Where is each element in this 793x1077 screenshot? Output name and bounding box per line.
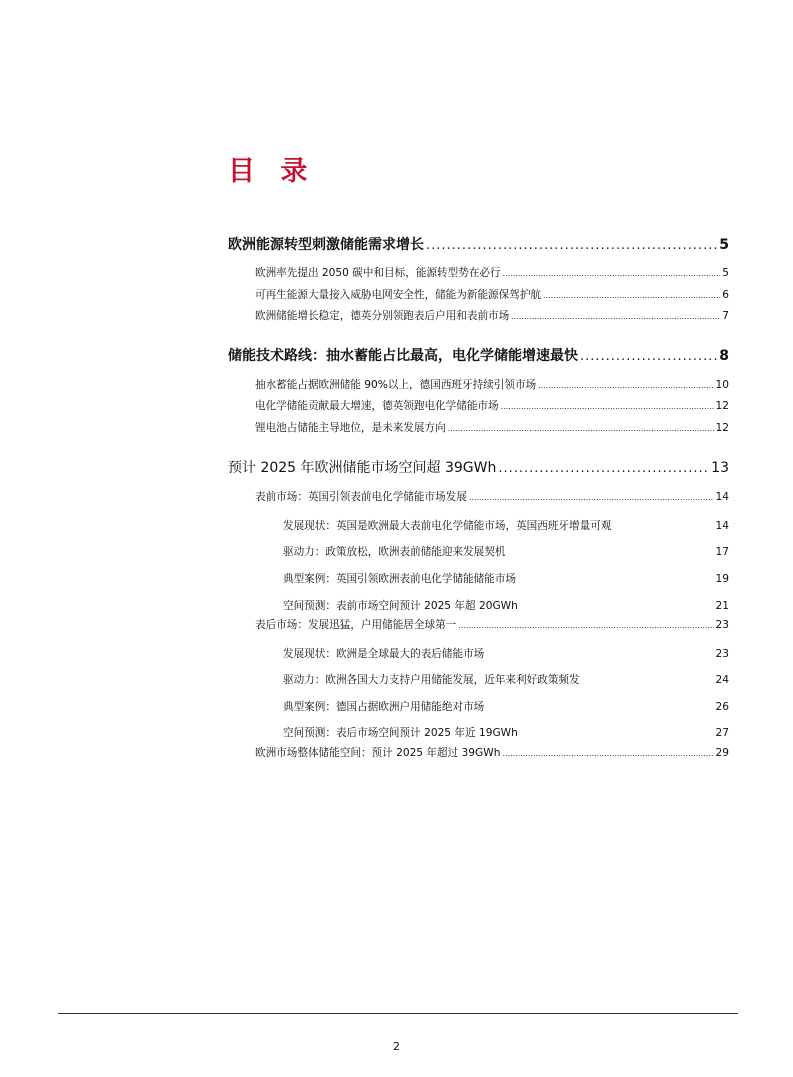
toc-entry[interactable]: [255, 308, 729, 323]
toc-entry-label: 欧洲能源转型刺激储能需求增长: [228, 237, 424, 253]
toc-entry-label: 可再生能源大量接入威胁电网安全性，储能为新能源保驾护航: [255, 289, 542, 301]
toc-entry-label: 驱动力：欧洲各国大力支持户用储能发展，近年来利好政策频发: [283, 674, 580, 686]
toc-entry-label: 表后市场：发展迅猛，户用储能居全球第一: [255, 619, 457, 631]
toc-entry-page: 12: [715, 422, 729, 434]
toc-entry-page: 23: [715, 648, 729, 660]
dot-leader: [538, 381, 713, 390]
toc-entry[interactable]: [283, 571, 729, 586]
toc-entry[interactable]: [255, 489, 729, 504]
toc-entry[interactable]: [283, 518, 729, 533]
toc-entry-label: 驱动力：政策放松，欧洲表前储能迎来发展契机: [283, 546, 506, 558]
toc-entry[interactable]: [283, 725, 729, 740]
toc-entry-page: 14: [715, 491, 729, 503]
toc-entry[interactable]: [255, 420, 729, 435]
toc-entry[interactable]: [283, 544, 729, 559]
dot-leader: [511, 312, 720, 321]
toc-entry-page: 6: [722, 289, 729, 301]
toc-entry-label: 欧洲市场整体储能空间：预计 2025 年超过 39GWh: [255, 747, 501, 759]
toc-entry-label: 欧洲储能增长稳定，德英分别领跑表后户用和表前市场: [255, 310, 510, 322]
toc-entry-label: 典型案例：德国占据欧洲户用储能绝对市场: [283, 701, 485, 713]
dot-leader: [458, 621, 713, 630]
dot-leader: [580, 349, 717, 364]
toc-entry-page: 12: [715, 400, 729, 412]
toc-entry[interactable]: [228, 234, 729, 254]
toc-entry-page: 8: [719, 348, 729, 364]
toc-entry-label: 储能技术路线：抽水蓄能占比最高，电化学储能增速最快: [228, 348, 578, 364]
footer-divider: [58, 1013, 738, 1014]
toc-entry[interactable]: [283, 699, 729, 714]
dot-leader: [469, 493, 714, 502]
dot-leader: [502, 749, 713, 758]
toc-entry-page: 23: [715, 619, 729, 631]
toc-entry-page: 29: [715, 747, 729, 759]
toc-entry-label: 发展现状：英国是欧洲最大表前电化学储能市场，英国西班牙增量可观: [283, 520, 612, 532]
toc-entry-page: 24: [715, 674, 729, 686]
toc-entry-page: 5: [719, 237, 729, 253]
toc-entry-label: 抽水蓄能占据欧洲储能 90%以上，德国西班牙持续引领市场: [255, 379, 537, 391]
toc-entry-page: 14: [715, 520, 729, 532]
dot-leader: [503, 269, 721, 278]
toc-entry[interactable]: [255, 377, 729, 392]
toc-entry[interactable]: [283, 598, 729, 613]
toc-entry-page: 17: [715, 546, 729, 558]
toc-entry-page: 10: [715, 379, 729, 391]
page-number: 2: [393, 1040, 400, 1053]
toc-heading: 目 录: [228, 156, 316, 187]
toc-entry-label: 锂电池占储能主导地位，是未来发展方向: [255, 422, 446, 434]
toc-entry[interactable]: [255, 398, 729, 413]
toc-entry[interactable]: [228, 457, 729, 477]
toc-entry-label: 电化学储能贡献最大增速，德英领跑电化学储能市场: [255, 400, 499, 412]
toc-entry[interactable]: [283, 672, 729, 687]
toc-entry-page: 21: [715, 600, 729, 612]
toc-entry-label: 发展现状：欧洲是全球最大的表后储能市场: [283, 648, 485, 660]
dot-leader: [498, 461, 709, 476]
dot-leader: [543, 291, 720, 300]
dot-leader: [426, 238, 717, 253]
toc-entry-label: 典型案例：英国引领欧洲表前电化学储能储能市场: [283, 573, 517, 585]
toc-entry-page: 26: [715, 701, 729, 713]
toc-entry[interactable]: [255, 265, 729, 280]
toc-entry[interactable]: [228, 345, 729, 365]
dot-leader: [448, 424, 714, 433]
toc-entry-label: 表前市场：英国引领表前电化学储能市场发展: [255, 491, 467, 503]
toc-entry-label: 欧洲率先提出 2050 碳中和目标，能源转型势在必行: [255, 267, 501, 279]
toc-entry-page: 27: [715, 727, 729, 739]
toc-entry-label: 预计 2025 年欧洲储能市场空间超 39GWh: [228, 460, 497, 476]
toc-entry-page: 13: [711, 460, 729, 476]
toc-entry[interactable]: [255, 287, 729, 302]
toc-entry[interactable]: [255, 745, 729, 760]
toc-entry-page: 7: [722, 310, 729, 322]
toc-entry-label: 空间预测：表后市场空间预计 2025 年近 19GWh: [283, 727, 518, 739]
toc-entry[interactable]: [255, 617, 729, 632]
toc-entry-page: 19: [715, 573, 729, 585]
toc-entry-label: 空间预测：表前市场空间预计 2025 年超 20GWh: [283, 600, 518, 612]
toc-entry-page: 5: [722, 267, 729, 279]
toc-entry[interactable]: [283, 646, 729, 661]
dot-leader: [501, 402, 714, 411]
